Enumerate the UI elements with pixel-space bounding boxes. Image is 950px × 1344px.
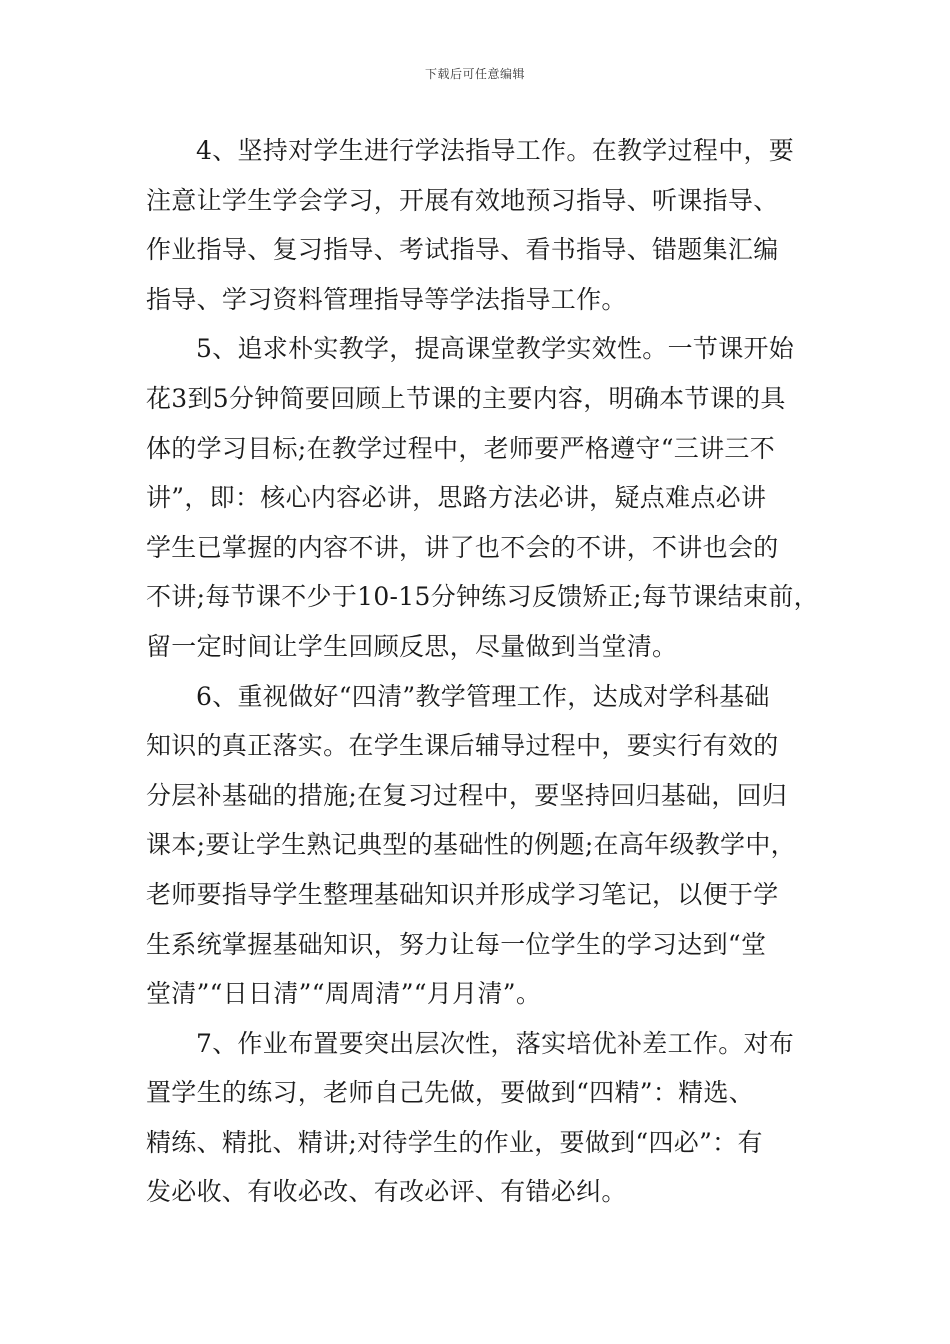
paragraph-6 xyxy=(146,672,816,1019)
page-header: 下载后可任意编辑 xyxy=(424,67,525,81)
paragraph-4 xyxy=(146,126,816,324)
text-line: 7、作业布置要突出层次性，落实培优补差工作。对布 xyxy=(196,1028,795,1058)
text-line: 留一定时间让学生回顾反思，尽量做到当堂清。 xyxy=(146,631,678,661)
text-line: 发必收、有收必改、有改必评、有错必纠。 xyxy=(146,1177,627,1207)
text-line: 生系统掌握基础知识，努力让每一位学生的学习达到“堂 xyxy=(146,929,767,959)
text-line: 5、追求朴实教学，提高课堂教学实效性。一节课开始 xyxy=(196,334,795,364)
text-line: 花3到5分钟简要回顾上节课的主要内容，明确本节课的具 xyxy=(146,383,786,413)
document-body xyxy=(146,126,819,1217)
paragraph-7 xyxy=(146,1019,816,1217)
text-line: 置学生的练习，老师自己先做，要做到“四精”：精选、 xyxy=(146,1078,755,1108)
text-line: 不讲;每节课不少于10-15分钟练习反馈矫正;每节课结束前， xyxy=(146,582,819,612)
text-line: 体的学习目标;在教学过程中，老师要严格遵守“三讲三不 xyxy=(146,433,776,463)
text-line: 6、重视做好“四清”教学管理工作，达成对学科基础 xyxy=(196,681,770,711)
text-line: 精练、精批、精讲;对待学生的作业，要做到“四必”：有 xyxy=(146,1127,763,1157)
text-line: 作业指导、复习指导、考试指导、看书指导、错题集汇编 xyxy=(146,235,779,265)
text-line: 知识的真正落实。在学生课后辅导过程中，要实行有效的 xyxy=(146,731,779,761)
text-line: 学生已掌握的内容不讲，讲了也不会的不讲，不讲也会的 xyxy=(146,532,779,562)
text-line: 4、坚持对学生进行学法指导工作。在教学过程中，要 xyxy=(196,136,795,165)
text-line: 指导、学习资料管理指导等学法指导工作。 xyxy=(146,284,627,314)
paragraph-5 xyxy=(146,324,819,671)
text-line: 堂清”“日日清”“周周清”“月月清”。 xyxy=(146,979,542,1009)
text-line: 注意让学生学会学习，开展有效地预习指导、听课指导、 xyxy=(146,185,779,215)
text-line: 分层补基础的措施;在复习过程中，要坚持回归基础，回归 xyxy=(146,780,788,810)
text-line: 课本;要让学生熟记典型的基础性的例题;在高年级教学中， xyxy=(146,830,796,860)
text-line: 讲”，即：核心内容必讲，思路方法必讲，疑点难点必讲 xyxy=(146,483,767,513)
text-line: 老师要指导学生整理基础知识并形成学习笔记，以便于学 xyxy=(146,879,779,909)
